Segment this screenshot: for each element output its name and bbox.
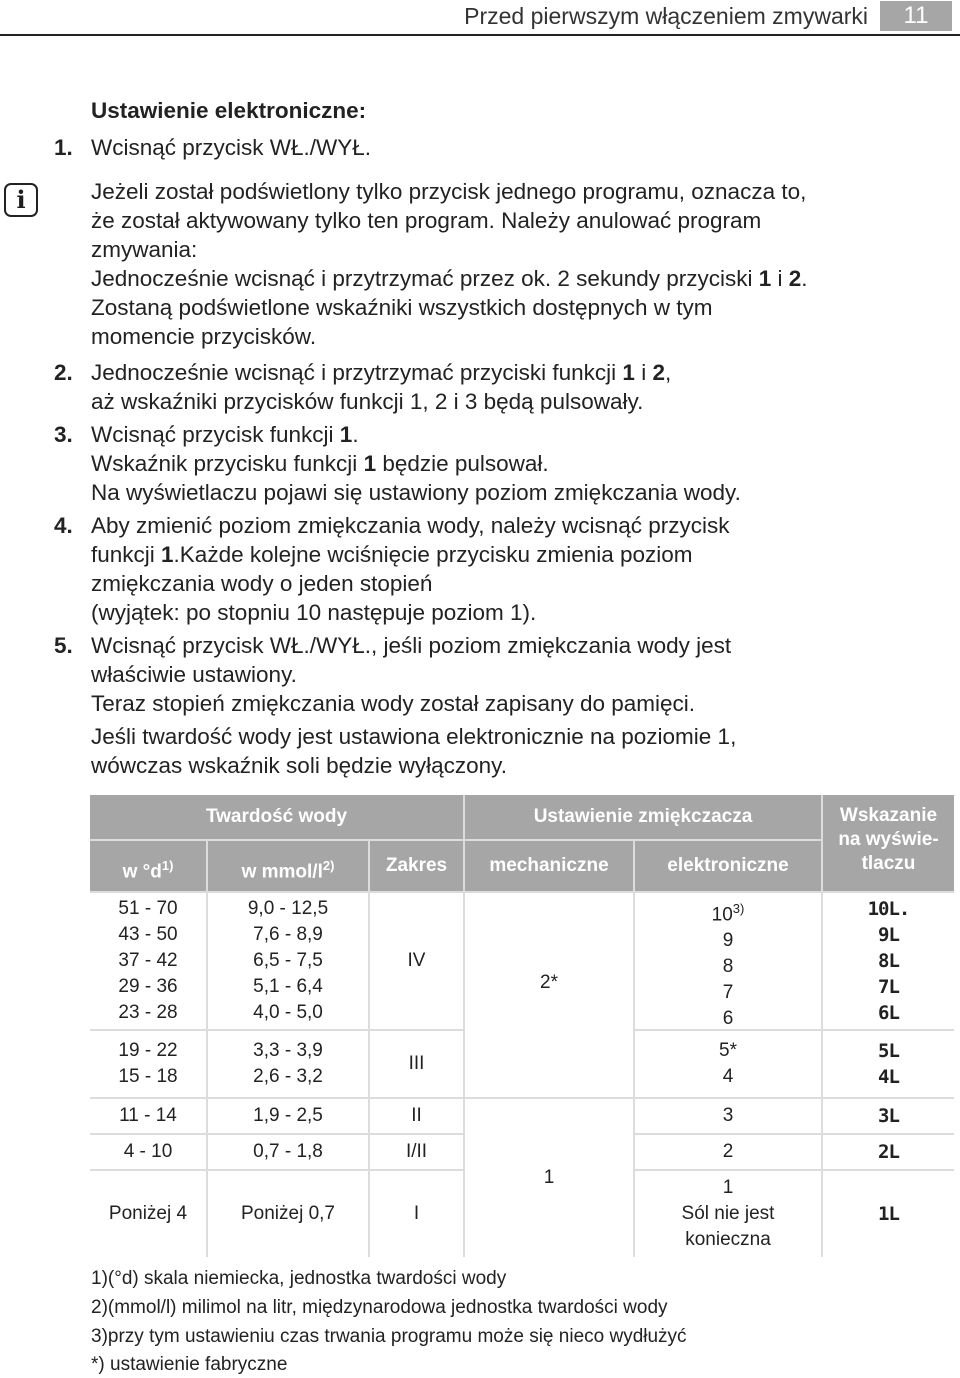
- step-5-line: Wcisnąć przycisk WŁ./WYŁ., jeśli poziom zmiękczania wody jest: [91, 633, 732, 658]
- display-4L: 4L: [878, 1066, 899, 1088]
- row4-mmol-cell: 0,7 - 1,8: [208, 1135, 368, 1169]
- info-line: Zostaną podświetlone wskaźniki wszystkich dostępnych w tym: [91, 295, 713, 320]
- group1-electronic-cell: 10$^{3)}$ 9 8 7 6: [635, 893, 821, 1029]
- step-5-line: Jeśli twardość wody jest ustawiona elektronicznie na poziomie 1,: [91, 724, 737, 749]
- info-line: Jeżeli został podświetlony tylko przycisk jednego programu, oznacza to,: [91, 179, 807, 204]
- step-3-line: Na wyświetlaczu pojawi się ustawiony poziom zmiękczania wody.: [91, 480, 741, 505]
- step-1-number: 1.: [54, 135, 73, 160]
- step-4-line: (wyjątek: po stopniu 10 następuje poziom 1).: [91, 600, 537, 625]
- group2-dh-cell: 19 - 22 15 - 18: [90, 1031, 206, 1097]
- display-10L: 10L.: [867, 898, 910, 920]
- group1-range-cell: IV: [370, 893, 463, 1029]
- info-line: Jednocześnie wcisnąć i przytrzymać przez ok. 2 sekundy przyciski 1 i 2.: [91, 266, 808, 291]
- step-4-line: Aby zmienić poziom zmiękczania wody, należy wcisnąć przycisk: [91, 513, 730, 538]
- display-9L: 9L: [878, 924, 899, 946]
- step-2-number: 2.: [54, 360, 73, 385]
- group1-dh-cell: 51 - 70 43 - 50 37 - 42 29 - 36 23 - 28: [90, 893, 206, 1029]
- row5-dh-cell: Poniżej 4: [90, 1171, 206, 1257]
- group1-display-cell: [823, 893, 954, 1029]
- footnote-2: 2)(mmol/l) milimol na litr, międzynarodowa jednostka twardości wody: [91, 1297, 668, 1318]
- display-2L: 2L: [823, 1135, 954, 1169]
- info-line: że został aktywowany tylko ten program. Należy anulować program: [91, 208, 762, 233]
- header-mmol: w mmol/$l^{2)}$: [208, 841, 368, 891]
- row5-electronic-cell: 1 Sól nie jest konieczna: [635, 1171, 821, 1257]
- step-1-text: Wcisnąć przycisk WŁ./WYŁ.: [91, 135, 372, 160]
- display-7L: 7L: [878, 976, 899, 998]
- row3-range-cell: II: [370, 1099, 463, 1133]
- footnote-4: *) ustawienie fabryczne: [91, 1354, 288, 1375]
- step-3-number: 3.: [54, 422, 73, 447]
- step-4-number: 4.: [54, 513, 73, 538]
- group2-mmol-cell: 3,3 - 3,9 2,6 - 3,2: [208, 1031, 368, 1097]
- group2-range-cell: III: [370, 1031, 463, 1097]
- header-mechanical: mechaniczne: [465, 841, 633, 891]
- row4-dh-cell: 4 - 10: [90, 1135, 206, 1169]
- step-3-line: Wcisnąć przycisk funkcji 1.: [91, 422, 359, 447]
- page-header: [0, 0, 960, 36]
- header-water-hardness: Twardość wody: [90, 795, 463, 839]
- row4-electronic-cell: 2: [635, 1135, 821, 1169]
- header-degrees-dh: w $^\circ d^{1)}$: [90, 841, 206, 891]
- footnote-1: 1)(°d) skala niemiecka, jednostka twardości wody: [91, 1268, 507, 1289]
- row5-range-cell: I: [370, 1171, 463, 1257]
- display-5L: 5L: [878, 1040, 899, 1062]
- mechanical-2-cell: 2*: [465, 893, 633, 1097]
- header-electronic: elektroniczne: [635, 841, 821, 891]
- display-6L: 6L: [878, 1002, 899, 1024]
- row3-mmol-cell: 1,9 - 2,5: [208, 1099, 368, 1133]
- display-3L: 3L: [823, 1099, 954, 1133]
- mechanical-1-cell: 1: [465, 1099, 633, 1257]
- display-1L: 1L: [823, 1171, 954, 1257]
- page-number: 11: [880, 1, 952, 31]
- display-8L: 8L: [878, 950, 899, 972]
- header-softener-setting: Ustawienie zmiękczacza: [465, 795, 821, 839]
- step-4-line: funkcji 1.Każde kolejne wciśnięcie przycisku zmienia poziom: [91, 542, 693, 567]
- info-icon: i: [4, 183, 38, 217]
- step-5-number: 5.: [54, 633, 73, 658]
- header-title: Przed pierwszym włączeniem zmywarki: [464, 3, 868, 29]
- group2-display-cell: [823, 1031, 954, 1097]
- footnote-3: 3)przy tym ustawieniu czas trwania programu może się nieco wydłużyć: [91, 1326, 687, 1347]
- step-5-line: Teraz stopień zmiękczania wody został zapisany do pamięci.: [91, 691, 696, 716]
- header-range: Zakres: [370, 841, 463, 891]
- group2-electronic-cell: 5* 4: [635, 1031, 821, 1097]
- step-2-line: Jednocześnie wcisnąć i przytrzymać przyciski funkcji 1 i 2,: [91, 360, 672, 385]
- row3-electronic-cell: 3: [635, 1099, 821, 1133]
- row4-range-cell: I/II: [370, 1135, 463, 1169]
- step-4-line: zmiękczania wody o jeden stopień: [91, 571, 433, 596]
- info-line: momencie przycisków.: [91, 324, 317, 349]
- water-hardness-table: [90, 795, 954, 1257]
- group1-mmol-cell: 9,0 - 12,5 7,6 - 8,9 6,5 - 7,5 5,1 - 6,4 4,0 - 5,0: [208, 893, 368, 1029]
- header-display: Wskazanie na wyświe- tlaczu: [823, 795, 954, 891]
- step-3-line: Wskaźnik przycisku funkcji 1 będzie pulsował.: [91, 451, 549, 476]
- step-2-line: aż wskaźniki przycisków funkcji 1, 2 i 3 będą pulsowały.: [91, 389, 644, 414]
- step-5-line: wówczas wskaźnik soli będzie wyłączony.: [91, 753, 507, 778]
- row3-dh-cell: 11 - 14: [90, 1099, 206, 1133]
- section-title: Ustawienie elektroniczne:: [91, 98, 367, 123]
- info-line: zmywania:: [91, 237, 198, 262]
- step-5-line: właściwie ustawiony.: [91, 662, 297, 687]
- row5-mmol-cell: Poniżej 0,7: [208, 1171, 368, 1257]
